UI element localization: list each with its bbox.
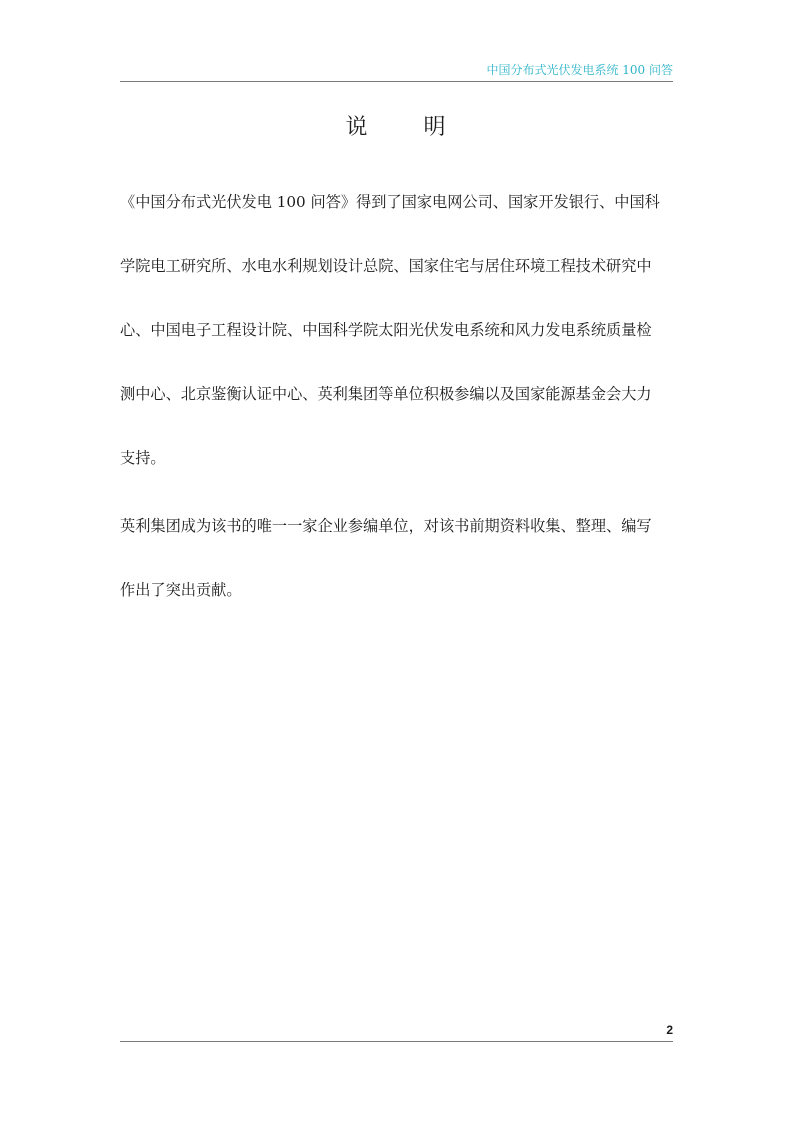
page-number: 2 bbox=[666, 1023, 673, 1037]
paragraph-line: 心、中国电子工程设计院、中国科学院太阳光伏发电系统和风力发电系统质量检 bbox=[120, 321, 652, 339]
paragraph-contribution bbox=[120, 494, 680, 622]
paragraph-line: 作出了突出贡献。 bbox=[120, 581, 242, 599]
header-divider bbox=[120, 81, 673, 82]
page-title: 说 明 bbox=[345, 115, 448, 140]
paragraph-line: 《中国分布式光伏发电 100 问答》得到了国家电网公司、国家开发银行、中国科 bbox=[120, 193, 660, 211]
paragraph-acknowledgement bbox=[120, 170, 680, 490]
paragraph-line: 测中心、北京鉴衡认证中心、英利集团等单位积极参编以及国家能源基金会大力 bbox=[120, 385, 652, 403]
running-header-title: 中国分布式光伏发电系统 100 问答 bbox=[486, 63, 673, 77]
footer-divider bbox=[120, 1041, 673, 1042]
paragraph-line: 英利集团成为该书的唯一一家企业参编单位，对该书前期资料收集、整理、编写 bbox=[120, 517, 652, 535]
paragraph-line: 学院电工研究所、水电水利规划设计总院、国家住宅与居住环境工程技术研究中 bbox=[120, 257, 652, 275]
paragraph-line: 支持。 bbox=[120, 449, 166, 467]
